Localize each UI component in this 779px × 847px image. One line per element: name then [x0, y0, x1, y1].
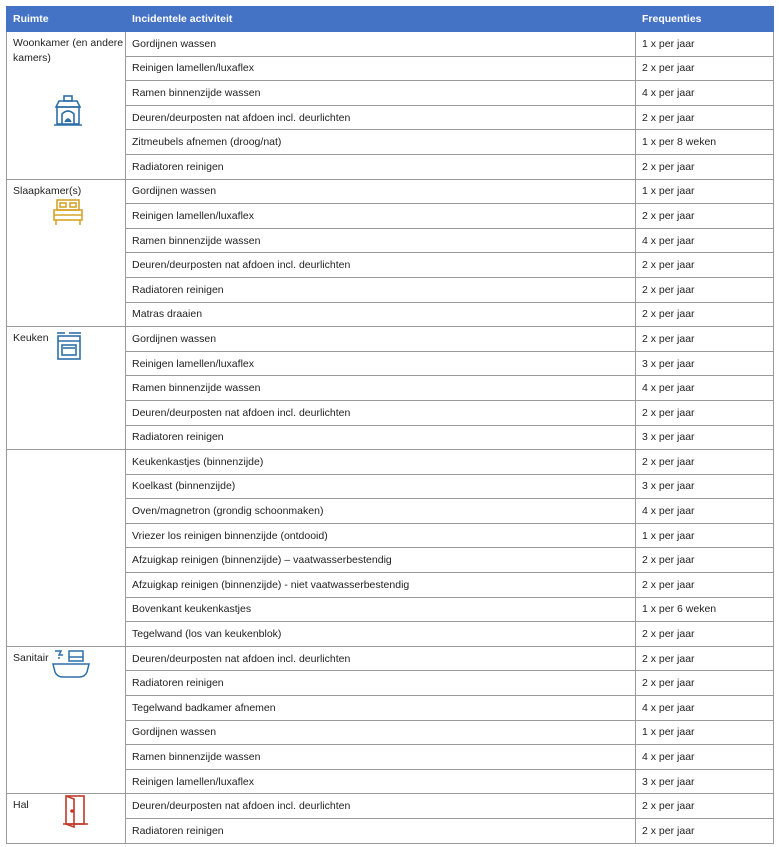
activity-cell: Matras draaien: [126, 302, 636, 327]
activity-cell: Ramen binnenzijde wassen: [126, 745, 636, 770]
frequency-cell: 2 x per jaar: [636, 302, 774, 327]
frequency-cell: 4 x per jaar: [636, 81, 774, 106]
room-label: Slaapkamer(s): [13, 184, 82, 197]
frequency-cell: 2 x per jaar: [636, 671, 774, 696]
activity-cell: Bovenkant keukenkastjes: [126, 597, 636, 622]
room-cell: [7, 450, 126, 647]
door-icon: [61, 794, 91, 828]
frequency-cell: 2 x per jaar: [636, 819, 774, 844]
room-cell: [7, 32, 126, 180]
activity-cell: Radiatoren reinigen: [126, 425, 636, 450]
frequency-cell: 1 x per jaar: [636, 720, 774, 745]
frequency-cell: 4 x per jaar: [636, 745, 774, 770]
activity-cell: Afzuigkap reinigen (binnenzijde) - niet vaatwasserbestendig: [126, 573, 636, 598]
frequency-cell: 2 x per jaar: [636, 277, 774, 302]
room-label: Sanitair: [13, 651, 49, 664]
activity-cell: Reinigen lamellen/luxaflex: [126, 56, 636, 81]
stove-icon: [55, 329, 85, 361]
table-header-row: [7, 7, 774, 32]
activity-cell: Gordijnen wassen: [126, 32, 636, 57]
room-label: Keuken: [13, 332, 49, 345]
room-cell: [7, 327, 126, 450]
activity-cell: Radiatoren reinigen: [126, 671, 636, 696]
activity-cell: Ramen binnenzijde wassen: [126, 228, 636, 253]
activity-cell: Radiatoren reinigen: [126, 819, 636, 844]
activity-cell: Gordijnen wassen: [126, 179, 636, 204]
activity-cell: Zitmeubels afnemen (droog/nat): [126, 130, 636, 155]
activity-cell: Deuren/deurposten nat afdoen incl. deurlichten: [126, 794, 636, 819]
frequency-cell: 2 x per jaar: [636, 450, 774, 475]
activity-cell: Afzuigkap reinigen (binnenzijde) – vaatwasserbestendig: [126, 548, 636, 573]
bathroom-icon: [51, 648, 91, 680]
frequency-cell: 3 x per jaar: [636, 474, 774, 499]
frequency-cell: 1 x per jaar: [636, 32, 774, 57]
frequency-cell: 1 x per jaar: [636, 179, 774, 204]
frequency-cell: 2 x per jaar: [636, 548, 774, 573]
table-row: [7, 794, 774, 819]
room-cell: [7, 179, 126, 327]
table-row: [7, 327, 774, 352]
activity-cell: Reinigen lamellen/luxaflex: [126, 204, 636, 229]
frequency-cell: 1 x per jaar: [636, 523, 774, 548]
activity-cell: Gordijnen wassen: [126, 327, 636, 352]
activity-cell: Deuren/deurposten nat afdoen incl. deurlichten: [126, 400, 636, 425]
activity-cell: Koelkast (binnenzijde): [126, 474, 636, 499]
frequency-cell: 4 x per jaar: [636, 499, 774, 524]
frequency-cell: 2 x per jaar: [636, 573, 774, 598]
table-row: [7, 32, 774, 57]
frequency-cell: 4 x per jaar: [636, 696, 774, 721]
frequency-cell: 4 x per jaar: [636, 376, 774, 401]
header-frequency: Frequenties: [636, 7, 774, 32]
frequency-cell: 2 x per jaar: [636, 154, 774, 179]
table-row: [7, 179, 774, 204]
frequency-cell: 2 x per jaar: [636, 56, 774, 81]
frequency-cell: 2 x per jaar: [636, 400, 774, 425]
table-row: [7, 646, 774, 671]
frequency-cell: 3 x per jaar: [636, 351, 774, 376]
activity-cell: Radiatoren reinigen: [126, 277, 636, 302]
frequency-table: [6, 6, 774, 844]
activity-cell: Vriezer los reinigen binnenzijde (ontdooid): [126, 523, 636, 548]
table-body: [7, 32, 774, 844]
activity-cell: Ramen binnenzijde wassen: [126, 81, 636, 106]
activity-cell: Reinigen lamellen/luxaflex: [126, 351, 636, 376]
fireplace-icon: [51, 94, 85, 128]
activity-cell: Deuren/deurposten nat afdoen incl. deurlichten: [126, 253, 636, 278]
cleaning-schedule: [6, 6, 773, 844]
frequency-cell: 2 x per jaar: [636, 646, 774, 671]
activity-cell: Oven/magnetron (grondig schoonmaken): [126, 499, 636, 524]
header-room: Ruimte: [7, 7, 126, 32]
activity-cell: Keukenkastjes (binnenzijde): [126, 450, 636, 475]
room-cell: [7, 646, 126, 794]
activity-cell: Tegelwand (los van keukenblok): [126, 622, 636, 647]
activity-cell: Deuren/deurposten nat afdoen incl. deurlichten: [126, 646, 636, 671]
bed-icon: [51, 198, 85, 228]
activity-cell: Deuren/deurposten nat afdoen incl. deurlichten: [126, 105, 636, 130]
room-label: Hal: [13, 799, 29, 812]
activity-cell: Tegelwand badkamer afnemen: [126, 696, 636, 721]
header-activity: Incidentele activiteit: [126, 7, 636, 32]
activity-cell: Radiatoren reinigen: [126, 154, 636, 179]
frequency-cell: 3 x per jaar: [636, 425, 774, 450]
activity-cell: Gordijnen wassen: [126, 720, 636, 745]
frequency-cell: 2 x per jaar: [636, 327, 774, 352]
room-label: Woonkamer (en andere kamers): [13, 37, 124, 64]
room-cell: [7, 794, 126, 843]
frequency-cell: 2 x per jaar: [636, 204, 774, 229]
frequency-cell: 1 x per 8 weken: [636, 130, 774, 155]
frequency-cell: 4 x per jaar: [636, 228, 774, 253]
frequency-cell: 2 x per jaar: [636, 105, 774, 130]
frequency-cell: 1 x per 6 weken: [636, 597, 774, 622]
activity-cell: Ramen binnenzijde wassen: [126, 376, 636, 401]
activity-cell: Reinigen lamellen/luxaflex: [126, 769, 636, 794]
frequency-cell: 2 x per jaar: [636, 622, 774, 647]
frequency-cell: 2 x per jaar: [636, 253, 774, 278]
table-row: [7, 450, 774, 475]
frequency-cell: 2 x per jaar: [636, 794, 774, 819]
frequency-cell: 3 x per jaar: [636, 769, 774, 794]
